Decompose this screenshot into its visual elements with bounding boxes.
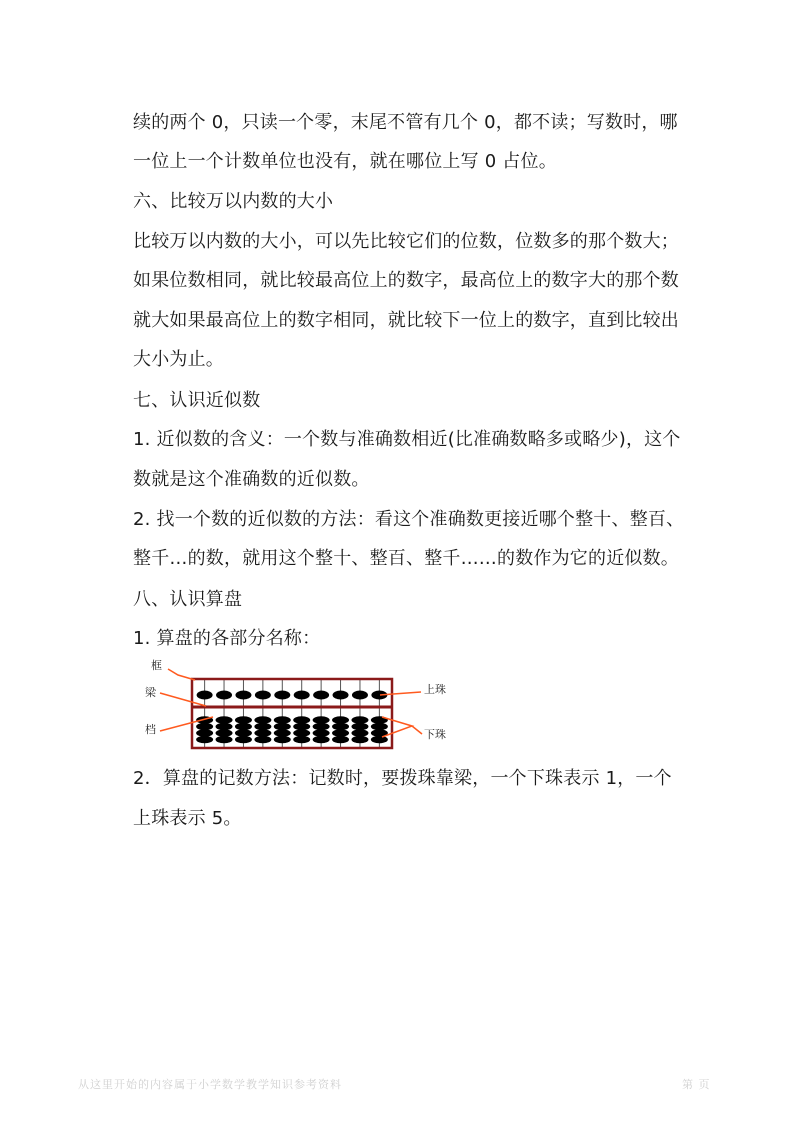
- text-line-10: 整千…的数，就用这个整十、整百、整千……的数作为它的近似数。: [133, 548, 679, 569]
- abacus-lower-bead: [332, 729, 349, 737]
- abacus-upper-bead: [294, 691, 310, 700]
- text-line-5: 就大如果最高位上的数字相同，就比较下一位上的数字，直到比较出: [133, 310, 679, 331]
- abacus-lower-bead: [235, 736, 252, 744]
- text-line-2: 一位上一个计数单位也没有，就在哪位上写 0 占位。: [133, 151, 557, 172]
- text-line-1: 续的两个 0，只读一个零，末尾不管有几个 0，都不读；写数时，哪: [133, 112, 678, 133]
- abacus-upper-bead: [352, 691, 368, 700]
- abacus-lower-bead: [254, 736, 271, 744]
- abacus-diagram: [140, 655, 470, 755]
- abacus-lower-bead: [235, 716, 252, 724]
- abacus-lower-bead: [293, 736, 310, 744]
- abacus-lower-bead: [313, 716, 330, 724]
- abacus-lower-bead: [293, 716, 310, 724]
- abacus-lower-bead: [313, 736, 330, 744]
- abacus-upper-bead: [216, 691, 232, 700]
- text-line-9: 2. 找一个数的近似数的方法：看这个准确数更接近哪个整十、整百、: [133, 509, 685, 530]
- abacus-lower-bead: [332, 716, 349, 724]
- footer-left-text: 从这里开始的内容属于小学数学教学知识参考资料: [78, 1078, 342, 1091]
- abacus-lower-bead: [351, 736, 368, 744]
- abacus-figure: [140, 655, 470, 755]
- abacus-upper-bead: [255, 691, 271, 700]
- abacus-lower-bead: [196, 736, 213, 744]
- abacus-lower-bead: [351, 723, 368, 731]
- abacus-label-lower-bead: 下珠: [424, 728, 446, 741]
- abacus-lower-bead: [293, 729, 310, 737]
- abacus-lower-bead: [196, 723, 213, 731]
- abacus-label-upper-bead: 上珠: [424, 683, 446, 696]
- abacus-lower-bead: [274, 736, 291, 744]
- text-line-11: 1. 算盘的各部分名称：: [133, 628, 321, 649]
- abacus-lower-bead: [216, 723, 233, 731]
- abacus-lower-bead: [254, 729, 271, 737]
- abacus-lower-bead: [235, 723, 252, 731]
- pointer-frame: [168, 669, 195, 680]
- abacus-lower-bead: [216, 716, 233, 724]
- text-line-6: 大小为止。: [133, 349, 224, 370]
- abacus-lower-bead: [235, 729, 252, 737]
- abacus-lower-bead: [293, 723, 310, 731]
- abacus-lower-bead: [274, 716, 291, 724]
- abacus-label-frame: 框: [151, 659, 162, 672]
- abacus-lower-bead: [274, 729, 291, 737]
- abacus-lower-bead: [254, 716, 271, 724]
- abacus-lower-bead: [274, 723, 291, 731]
- abacus-lower-bead: [351, 716, 368, 724]
- abacus-upper-bead: [313, 691, 329, 700]
- text-line-8: 数就是这个准确数的近似数。: [133, 469, 370, 490]
- abacus-lower-bead: [196, 729, 213, 737]
- abacus-label-rod: 档: [145, 723, 156, 736]
- pointer-lower-bead-tail: [412, 726, 422, 734]
- abacus-lower-bead: [254, 723, 271, 731]
- abacus-lower-bead: [351, 729, 368, 737]
- abacus-lower-bead: [216, 729, 233, 737]
- abacus-lower-bead: [332, 736, 349, 744]
- text-line-7: 1. 近似数的含义：一个数与准确数相近(比准确数略多或略少)，这个: [133, 429, 681, 450]
- abacus-upper-bead: [274, 691, 290, 700]
- abacus-upper-bead: [333, 691, 349, 700]
- section-heading-6: 六、比较万以内数的大小: [133, 191, 334, 212]
- abacus-lower-bead: [216, 736, 233, 744]
- abacus-lower-bead: [313, 729, 330, 737]
- section-heading-8: 八、认识算盘: [133, 589, 243, 610]
- text-line-3: 比较万以内数的大小，可以先比较它们的位数，位数多的那个数大；: [133, 231, 679, 252]
- abacus-upper-bead: [235, 691, 251, 700]
- abacus-lower-bead: [332, 723, 349, 731]
- text-line-13: 上珠表示 5。: [133, 808, 242, 829]
- section-heading-7: 七、认识近似数: [133, 390, 261, 411]
- text-line-4: 如果位数相同，就比较最高位上的数字，最高位上的数字大的那个数: [133, 270, 679, 291]
- abacus-lower-bead: [371, 723, 388, 731]
- abacus-lower-bead: [313, 723, 330, 731]
- text-line-12: 2．算盘的记数方法：记数时，要拨珠靠梁，一个下珠表示 1，一个: [133, 768, 672, 789]
- abacus-label-beam: 梁: [145, 686, 156, 699]
- footer-page-number: 第 页: [682, 1078, 711, 1091]
- abacus-lower-bead: [371, 736, 388, 744]
- abacus-upper-bead: [197, 691, 213, 700]
